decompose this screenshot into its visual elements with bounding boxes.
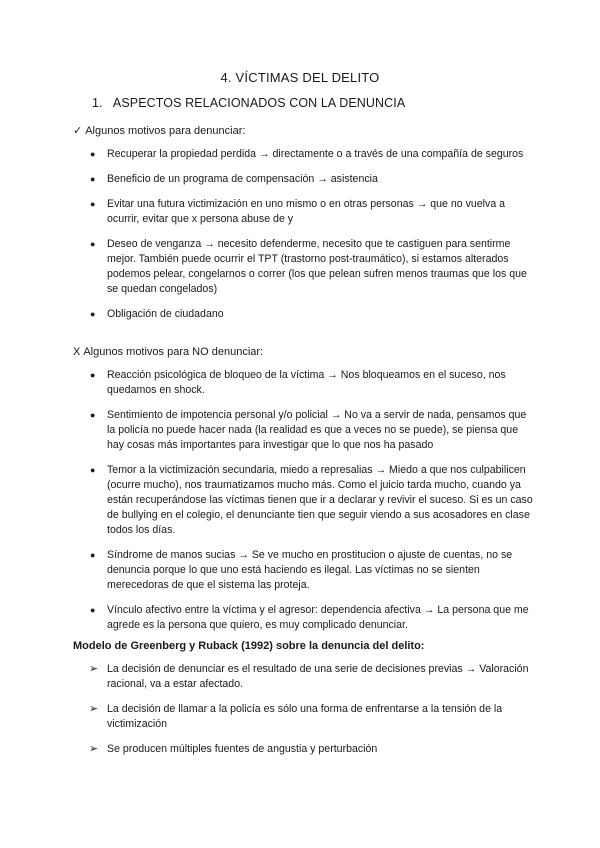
- check-icon: ✓: [73, 125, 83, 137]
- arrow-bullet-icon: ➢: [89, 703, 99, 715]
- cross-icon: X: [73, 346, 81, 358]
- page-title: 4. VÍCTIMAS DEL DELITO: [220, 70, 380, 85]
- bullet-icon: ●: [90, 309, 96, 319]
- bullet-icon: ●: [90, 199, 96, 209]
- list-item: ● Evitar una futura victimización en uno mismo o en otras personas → que no vuelva a ocurrir, evitar que x persona abuse de y: [90, 198, 506, 225]
- list-item: ● Obligación de ciudadano: [90, 308, 224, 320]
- bullet-icon: ●: [90, 149, 96, 159]
- subtitle-number: 1.: [92, 96, 103, 110]
- reasons-against-heading: [73, 345, 263, 360]
- section-subtitle: [92, 96, 405, 110]
- reasons-for-list: [92, 147, 537, 332]
- list-item: ➢ La decisión de denunciar es el resultado de una serie de decisiones previas → Valoración racional, va a estar afectado.: [89, 663, 529, 690]
- model-list: [89, 662, 537, 767]
- reasons-against-list: [92, 368, 537, 643]
- bullet-icon: ●: [90, 605, 96, 615]
- arrow-bullet-icon: ➢: [89, 743, 99, 755]
- bullet-icon: ●: [90, 174, 96, 184]
- list-item: ● Beneficio de un programa de compensación → asistencia: [90, 173, 378, 185]
- model-heading: Modelo de Greenberg y Ruback (1992) sobre la denuncia del delito:: [73, 640, 425, 652]
- bullet-icon: ●: [90, 550, 96, 560]
- subtitle-text: ASPECTOS RELACIONADOS CON LA DENUNCIA: [112, 96, 406, 110]
- list-item: ● Vínculo afectivo entre la víctima y el agresor: dependencia afectiva → La persona que me agrede es la persona que quiero, es muy complicado denunciar.: [90, 604, 529, 631]
- list-item: ● Temor a la victimización secundaria, miedo a represalias → Miedo a que nos culpabilicen (ocurre mucho), nos traumatizamos mucho más. Como el juicio tarda mucho, cuando ya están recuperándose las víctimas tienen que ir a declarar y revivir el suceso. Si es un caso de bullying en el colegio, el denunciante tien que seguir viendo a sus acosadores en clase todos los días.: [90, 464, 533, 536]
- bullet-icon: ●: [90, 239, 96, 249]
- reasons-for-heading: [73, 124, 245, 139]
- arrow-bullet-icon: ➢: [89, 663, 99, 675]
- list-item: ➢ La decisión de llamar a la policía es sólo una forma de enfrentarse a la tensión de la victimización: [89, 703, 503, 730]
- list-item: ● Reacción psicológica de bloqueo de la víctima → Nos bloqueamos en el suceso, nos quedamos en shock.: [90, 369, 506, 396]
- bullet-icon: ●: [90, 465, 96, 475]
- bullet-icon: ●: [90, 370, 96, 380]
- reasons-for-heading-text: Algunos motivos para denunciar:: [85, 125, 246, 137]
- bullet-icon: ●: [90, 410, 96, 420]
- list-item: ➢ Se producen múltiples fuentes de angustia y perturbación: [89, 743, 378, 755]
- list-item: ● Deseo de venganza → necesito defenderme, necesito que te castiguen para sentirme mejor. También puede ocurrir el TPT (trastorno post-traumático), si estamos alterados podemos pelear, congelarnos o correr (los que pelean sufren menos traumas que los que se quedan congelados): [90, 238, 527, 295]
- list-item: ● Recuperar la propiedad perdida → directamente o a través de una compañía de seguros: [90, 148, 524, 160]
- list-item: ● Síndrome de manos sucias → Se ve mucho en prostitucion o ajuste de cuentas, no se denuncia porque lo que uno está haciendo es ilegal. Las víctimas no se sienten merecedoras de que el sistema las proteja.: [90, 549, 513, 591]
- reasons-against-heading-text: Algunos motivos para NO denunciar:: [83, 346, 264, 358]
- list-item: ● Sentimiento de impotencia personal y/o policial → No va a servir de nada, pensamos que la policía no puede hacer nada (la realidad es que a veces no se puede), se piensa que hay cosas más importantes para investigar que lo que nos ha pasado: [90, 409, 527, 451]
